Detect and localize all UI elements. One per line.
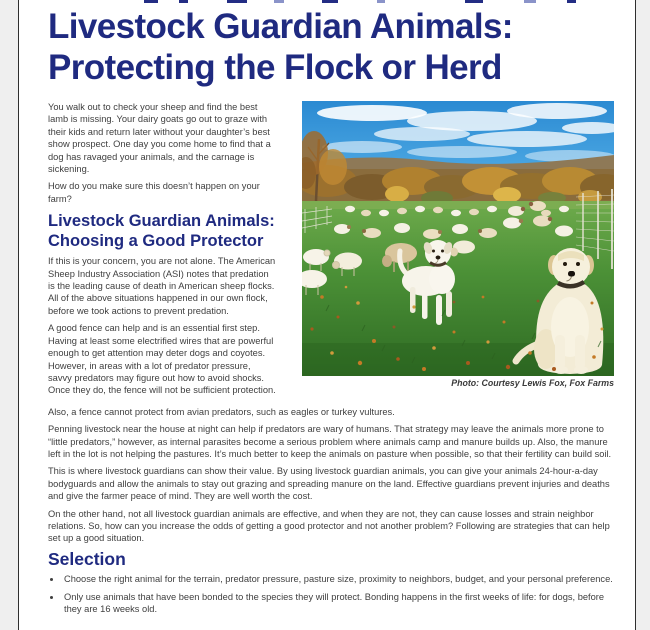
- document-page: [18, 0, 636, 630]
- left-text-column: [48, 101, 276, 402]
- photo-caption: Photo: Courtesy Lewis Fox, Fox Farms: [451, 378, 614, 388]
- page-title: [48, 6, 614, 88]
- pasture-photo: [302, 101, 614, 376]
- pasture-photo-figure: [302, 101, 614, 402]
- choosing-paragraph-2: A good fence can help and is an essential first step. Having at least some electrified wires that are powerful enough to get attention may deter dogs and coyotes. However, in areas with a lot of predator pressure, savvy predators may figure out how to avoid shocks. Once they do, the fence will not be sufficient protection.: [48, 323, 276, 396]
- cropped-text-remnant: [19, 0, 635, 3]
- choosing-paragraph-5: On the other hand, not all livestock guardian animals are effective, and when they are not, they can cause losses and strain neighbor relations. So, how can you increase the odds of getting a good protector and not another problem? Following are strategies that can help set up a good situation.: [48, 508, 610, 544]
- section-heading-selection: Selection: [48, 548, 126, 569]
- intro-paragraph-1: You walk out to check your sheep and find the best lamb is missing. Your dairy goats go out to graze with their kids and return later without your daughter’s best show prospect. One day you come home to find that a dog has ravaged your animals, and the carnage is sickening.: [48, 102, 271, 175]
- choosing-paragraph-3: Penning livestock near the house at night can help if predators are wary of humans. That strategy may leave the animals more prone to “little predators,” however, as internal parasites become a serious problem where animals camp and manure builds up. Also, the manure left in the lot is not helping the pastures. It’s much better to keep the animals on pasture when possible, so that their fertility can build soil.: [48, 424, 612, 459]
- page-title-line1: Livestock Guardian Animals:: [48, 7, 513, 46]
- full-width-section: [48, 406, 614, 616]
- section-heading-choosing-line1: Livestock Guardian Animals:: [48, 212, 275, 231]
- list-item: • Only use animals that have been bonded to the species they will protect. Bonding happens in the first weeks of life: for dogs, before they are 16 weeks old.: [62, 591, 614, 616]
- pasture-photo-graphic: [302, 101, 614, 376]
- section-heading-choosing-line2: Choosing a Good Protector: [48, 231, 264, 250]
- choosing-paragraph-2-continued: Also, a fence cannot protect from avian predators, such as eagles or turkey vultures.: [48, 406, 395, 417]
- choosing-paragraph-4: This is where livestock guardians can show their value. By using livestock guardian animals, you can give your animals 24-hour-a-day bodyguards and allow the animals to stay out grazing and spreading manure on the land. Effective guardians prevent injuries and deaths and give the farmer peace of mind. They are well worth the cost.: [48, 466, 610, 502]
- two-column-section: [48, 101, 614, 402]
- section-heading-choosing: [48, 212, 276, 251]
- page-title-line2: Protecting the Flock or Herd: [48, 48, 502, 87]
- list-item: • Choose the right animal for the terrain, predator pressure, pasture size, proximity to neighbors, budget, and your personal preference.: [62, 573, 614, 585]
- intro-paragraph-2: How do you make sure this doesn’t happen on your farm?: [48, 181, 260, 204]
- selection-list: [48, 573, 614, 615]
- choosing-paragraph-1: If this is your concern, you are not alone. The American Sheep Industry Association (ASI) notes that predation is the leading cause of death in American sheep flocks. All of the above situations happened in our own flock, before we took actions to prevent predation.: [48, 256, 276, 316]
